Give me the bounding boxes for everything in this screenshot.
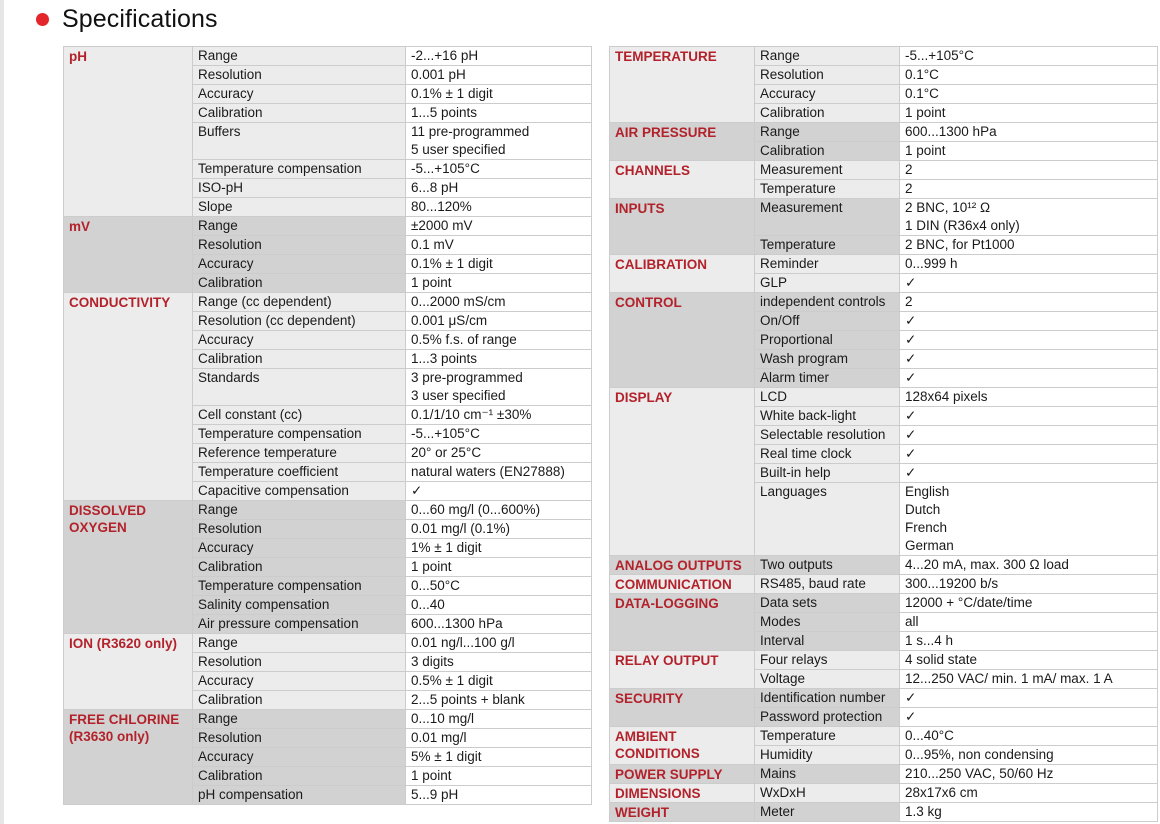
spec-value-line: 2: [905, 294, 913, 309]
spec-parameter: Voltage: [755, 670, 900, 689]
spec-parameter: Cell constant (cc): [193, 406, 406, 425]
spec-value: [406, 596, 592, 615]
spec-parameter: RS485, baud rate: [755, 575, 900, 594]
spec-parameter: Range: [193, 47, 406, 66]
spec-parameter: Temperature: [755, 236, 900, 255]
spec-category-dissolved-oxygen: DISSOLVED OXYGEN: [64, 501, 193, 634]
spec-category-security: SECURITY: [610, 689, 755, 727]
spec-parameter: Password protection: [755, 708, 900, 727]
spec-category-control: CONTROL: [610, 293, 755, 388]
spec-value-line: 0.1°C: [905, 67, 939, 82]
spec-value: [406, 425, 592, 444]
spec-value: [406, 520, 592, 539]
spec-row: [610, 388, 1158, 407]
spec-value-line: ✓: [905, 313, 917, 328]
spec-parameter: Resolution: [193, 729, 406, 748]
spec-value-line: 5% ± 1 digit: [411, 749, 482, 764]
section-header: [36, 4, 218, 34]
spec-category-free-chlorine-r3630-only: FREE CHLORINE (R3630 only): [64, 710, 193, 805]
spec-value: [900, 613, 1158, 632]
spec-parameter: Measurement: [755, 199, 900, 236]
spec-value-line: 12000 + °C/date/time: [905, 595, 1033, 610]
spec-value-line: 0.01 mg/l (0.1%): [411, 521, 511, 536]
spec-value: [406, 312, 592, 331]
spec-value-line: ✓: [905, 427, 917, 442]
spec-value: [900, 746, 1158, 765]
spec-category-air-pressure: AIR PRESSURE: [610, 123, 755, 161]
spec-parameter: Accuracy: [193, 255, 406, 274]
spec-parameter: Reminder: [755, 255, 900, 274]
spec-value-line: 1...5 points: [411, 105, 478, 120]
spec-value-line: -5...+105°C: [905, 48, 974, 63]
spec-parameter: Calibration: [755, 104, 900, 123]
spec-parameter: independent controls: [755, 293, 900, 312]
spec-value-line: natural waters (EN27888): [411, 464, 565, 479]
spec-value: [900, 651, 1158, 670]
spec-value-line: 3 pre-programmed: [411, 370, 523, 385]
spec-value: [900, 180, 1158, 199]
spec-value: [406, 198, 592, 217]
spec-value: [900, 594, 1158, 613]
spec-value-line: 0...40°C: [905, 728, 954, 743]
spec-value-line: 1 point: [905, 105, 946, 120]
spec-value-line: all: [905, 614, 919, 629]
spec-parameter: Calibration: [193, 104, 406, 123]
spec-value: [406, 179, 592, 198]
spec-value-line: 0...40: [411, 597, 445, 612]
spec-value-line: -5...+105°C: [411, 426, 480, 441]
spec-row: [610, 784, 1158, 803]
spec-parameter: Range: [755, 47, 900, 66]
spec-value: [900, 331, 1158, 350]
spec-value: [900, 784, 1158, 803]
spec-value: [900, 765, 1158, 784]
spec-category-power-supply: POWER SUPPLY: [610, 765, 755, 784]
spec-value: [406, 217, 592, 236]
spec-value: [406, 444, 592, 463]
spec-parameter: Resolution: [193, 520, 406, 539]
spec-row: [610, 651, 1158, 670]
page-left-border: [0, 0, 4, 824]
spec-value: [900, 47, 1158, 66]
spec-value-line: ✓: [905, 465, 917, 480]
spec-value-line: 2 BNC, 10¹² Ω: [905, 200, 991, 215]
spec-parameter: Accuracy: [193, 672, 406, 691]
spec-value: [900, 803, 1158, 822]
spec-value: [406, 66, 592, 85]
spec-category-weight: WEIGHT: [610, 803, 755, 822]
spec-parameter: Range: [755, 123, 900, 142]
spec-parameter: Built-in help: [755, 464, 900, 483]
spec-value-line: ✓: [905, 370, 917, 385]
spec-parameter: ISO-pH: [193, 179, 406, 198]
spec-value-line: ✓: [905, 709, 917, 724]
spec-value-line: ✓: [905, 275, 917, 290]
spec-value: [900, 350, 1158, 369]
spec-value-line: 1.3 kg: [905, 804, 942, 819]
spec-value-line: 12...250 VAC/ min. 1 mA/ max. 1 A: [905, 671, 1113, 686]
spec-parameter: Range (cc dependent): [193, 293, 406, 312]
spec-value: [406, 729, 592, 748]
spec-value-line: 600...1300 hPa: [411, 616, 503, 631]
spec-category-calibration: CALIBRATION: [610, 255, 755, 293]
spec-parameter: Real time clock: [755, 445, 900, 464]
spec-value-line: -2...+16 pH: [411, 48, 479, 63]
spec-row: [610, 199, 1158, 236]
spec-parameter: Languages: [755, 483, 900, 556]
spec-category-channels: CHANNELS: [610, 161, 755, 199]
spec-value: [406, 501, 592, 520]
spec-parameter: Resolution: [193, 66, 406, 85]
spec-value-line: 600...1300 hPa: [905, 124, 997, 139]
spec-parameter: Accuracy: [193, 85, 406, 104]
spec-value: [406, 653, 592, 672]
spec-value: [900, 407, 1158, 426]
spec-category-ion-r3620-only: ION (R3620 only): [64, 634, 193, 710]
spec-parameter: Temperature coefficient: [193, 463, 406, 482]
spec-value-line: 0...999 h: [905, 256, 958, 271]
spec-value-line: 0.01 mg/l: [411, 730, 467, 745]
spec-row: [610, 689, 1158, 708]
spec-value-line: 1...3 points: [411, 351, 478, 366]
spec-value-line: English: [905, 484, 950, 499]
spec-value: [406, 369, 592, 406]
spec-row: [610, 803, 1158, 822]
spec-value-line: 0.1/1/10 cm⁻¹ ±30%: [411, 407, 532, 422]
spec-parameter: Temperature compensation: [193, 577, 406, 596]
spec-value: [406, 236, 592, 255]
spec-category-ph: pH: [64, 47, 193, 217]
spec-category-temperature: TEMPERATURE: [610, 47, 755, 123]
spec-parameter: Resolution: [193, 236, 406, 255]
spec-value-line: 210...250 VAC, 50/60 Hz: [905, 766, 1054, 781]
spec-parameter: Modes: [755, 613, 900, 632]
spec-value: [406, 482, 592, 501]
spec-parameter: WxDxH: [755, 784, 900, 803]
spec-parameter: Temperature compensation: [193, 425, 406, 444]
spec-value: [406, 748, 592, 767]
spec-value: [406, 350, 592, 369]
spec-parameter: Temperature: [755, 727, 900, 746]
spec-value-line: 1% ± 1 digit: [411, 540, 482, 555]
spec-parameter: Accuracy: [193, 331, 406, 350]
spec-value: [900, 689, 1158, 708]
spec-row: [64, 710, 592, 729]
spec-category-relay-output: RELAY OUTPUT: [610, 651, 755, 689]
spec-value-line: ✓: [905, 446, 917, 461]
spec-value-line: French: [905, 520, 948, 535]
spec-value-line: 300...19200 b/s: [905, 576, 999, 591]
spec-value: [900, 274, 1158, 293]
spec-parameter: Salinity compensation: [193, 596, 406, 615]
spec-parameter: GLP: [755, 274, 900, 293]
spec-value: [900, 575, 1158, 594]
spec-value: [900, 556, 1158, 575]
spec-value: [406, 558, 592, 577]
spec-parameter: Wash program: [755, 350, 900, 369]
spec-value-line: -5...+105°C: [411, 161, 480, 176]
spec-parameter: Four relays: [755, 651, 900, 670]
spec-value: [900, 142, 1158, 161]
spec-value-line: ±2000 mV: [411, 218, 473, 233]
spec-value: [406, 672, 592, 691]
spec-parameter: On/Off: [755, 312, 900, 331]
spec-value: [406, 615, 592, 634]
spec-value: [406, 85, 592, 104]
spec-parameter: Temperature compensation: [193, 160, 406, 179]
spec-parameter: Resolution: [193, 653, 406, 672]
spec-row: [64, 501, 592, 520]
spec-row: [610, 594, 1158, 613]
spec-row: [610, 575, 1158, 594]
spec-value: [900, 464, 1158, 483]
spec-value: [900, 199, 1158, 236]
spec-parameter: Reference temperature: [193, 444, 406, 463]
spec-value-line: 4 solid state: [905, 652, 978, 667]
red-bullet-icon: [36, 13, 49, 26]
spec-category-inputs: INPUTS: [610, 199, 755, 255]
spec-row: [64, 293, 592, 312]
spec-value-line: 28x17x6 cm: [905, 785, 978, 800]
left-spec-table: [63, 46, 592, 805]
spec-parameter: Range: [193, 217, 406, 236]
spec-value: [406, 634, 592, 653]
spec-category-display: DISPLAY: [610, 388, 755, 556]
spec-value: [406, 786, 592, 805]
spec-parameter: Mains: [755, 765, 900, 784]
spec-value: [900, 426, 1158, 445]
spec-parameter: Accuracy: [193, 539, 406, 558]
spec-category-data-logging: DATA-LOGGING: [610, 594, 755, 651]
spec-row: [610, 255, 1158, 274]
spec-value-line: 0.1°C: [905, 86, 939, 101]
spec-value: [900, 104, 1158, 123]
spec-value: [406, 123, 592, 160]
spec-parameter: Temperature: [755, 180, 900, 199]
spec-value: [900, 670, 1158, 689]
spec-row: [610, 727, 1158, 746]
spec-value: [900, 293, 1158, 312]
spec-parameter: White back-light: [755, 407, 900, 426]
spec-parameter: Accuracy: [755, 85, 900, 104]
spec-value-line: 4...20 mA, max. 300 Ω load: [905, 557, 1069, 572]
spec-value-line: 128x64 pixels: [905, 389, 988, 404]
spec-value-line: 3 digits: [411, 654, 454, 669]
spec-value-line: ✓: [905, 332, 917, 347]
spec-value-line: ✓: [411, 483, 423, 498]
spec-value-line: 0.01 ng/l...100 g/l: [411, 635, 515, 650]
spec-value: [900, 727, 1158, 746]
spec-value-line: 1 point: [411, 559, 452, 574]
spec-value-line: ✓: [905, 408, 917, 423]
spec-value-line: 2...5 points + blank: [411, 692, 525, 707]
spec-value: [900, 66, 1158, 85]
spec-value-line: 1 point: [411, 275, 452, 290]
spec-row: [610, 556, 1158, 575]
spec-value-line: 0...10 mg/l: [411, 711, 475, 726]
spec-value: [900, 632, 1158, 651]
spec-value-line: 20° or 25°C: [411, 445, 482, 460]
spec-value-line: 0...60 mg/l (0...600%): [411, 502, 541, 517]
spec-category-dimensions: DIMENSIONS: [610, 784, 755, 803]
spec-value: [406, 160, 592, 179]
spec-parameter: Calibration: [193, 767, 406, 786]
spec-parameter: Two outputs: [755, 556, 900, 575]
spec-value-line: 0.5% ± 1 digit: [411, 673, 493, 688]
spec-row: [610, 123, 1158, 142]
spec-value: [900, 312, 1158, 331]
spec-value-line: 2: [905, 162, 913, 177]
spec-row: [64, 47, 592, 66]
spec-parameter: Proportional: [755, 331, 900, 350]
right-spec-table: [609, 46, 1158, 822]
spec-value: [900, 255, 1158, 274]
spec-value-line: Dutch: [905, 502, 941, 517]
spec-parameter: LCD: [755, 388, 900, 407]
spec-value-line: 6...8 pH: [411, 180, 459, 195]
spec-value-line: 1 point: [905, 143, 946, 158]
spec-parameter: Calibration: [193, 691, 406, 710]
spec-row: [610, 47, 1158, 66]
spec-parameter: Calibration: [755, 142, 900, 161]
spec-value-line: 5...9 pH: [411, 787, 459, 802]
spec-parameter: Accuracy: [193, 748, 406, 767]
spec-value-line: 2: [905, 181, 913, 196]
spec-value: [900, 85, 1158, 104]
spec-value-line: 1 point: [411, 768, 452, 783]
spec-parameter: Resolution: [755, 66, 900, 85]
spec-value: [406, 767, 592, 786]
spec-value-line: 3 user specified: [411, 388, 506, 403]
spec-row: [610, 161, 1158, 180]
spec-value-line: 11 pre-programmed: [411, 124, 530, 139]
spec-value: [406, 47, 592, 66]
spec-parameter: Air pressure compensation: [193, 615, 406, 634]
spec-row: [64, 634, 592, 653]
spec-category-ambient-conditions: AMBIENT CONDITIONS: [610, 727, 755, 765]
spec-value: [900, 445, 1158, 464]
spec-value-line: 0...50°C: [411, 578, 460, 593]
spec-parameter: Standards: [193, 369, 406, 406]
spec-value: [406, 406, 592, 425]
spec-parameter: Range: [193, 710, 406, 729]
spec-value-line: 5 user specified: [411, 142, 506, 157]
spec-value: [406, 463, 592, 482]
spec-value: [406, 331, 592, 350]
spec-value: [900, 388, 1158, 407]
spec-value-line: 0.1 mV: [411, 237, 454, 252]
spec-value: [406, 274, 592, 293]
spec-parameter: Range: [193, 634, 406, 653]
spec-value-line: 0.001 pH: [411, 67, 466, 82]
spec-value-line: 0...95%, non condensing: [905, 747, 1054, 762]
spec-value: [406, 104, 592, 123]
spec-value: [900, 369, 1158, 388]
spec-value-line: ✓: [905, 690, 917, 705]
spec-value-line: 0...2000 mS/cm: [411, 294, 506, 309]
spec-value: [406, 691, 592, 710]
spec-value: [900, 161, 1158, 180]
spec-parameter: Calibration: [193, 274, 406, 293]
spec-parameter: Interval: [755, 632, 900, 651]
spec-parameter: Meter: [755, 803, 900, 822]
spec-parameter: Range: [193, 501, 406, 520]
spec-value-line: ✓: [905, 351, 917, 366]
spec-value-line: 0.001 μS/cm: [411, 313, 488, 328]
spec-parameter: Alarm timer: [755, 369, 900, 388]
spec-row: [64, 217, 592, 236]
spec-row: [610, 293, 1158, 312]
spec-parameter: Humidity: [755, 746, 900, 765]
spec-value: [406, 539, 592, 558]
spec-value-line: 0.5% f.s. of range: [411, 332, 517, 347]
spec-parameter: Buffers: [193, 123, 406, 160]
page-title: Specifications: [62, 4, 218, 33]
spec-value: [406, 293, 592, 312]
spec-category-conductivity: CONDUCTIVITY: [64, 293, 193, 501]
spec-value-line: 80...120%: [411, 199, 472, 214]
spec-value-line: 1 s...4 h: [905, 633, 954, 648]
spec-parameter: Capacitive compensation: [193, 482, 406, 501]
spec-category-analog-outputs: ANALOG OUTPUTS: [610, 556, 755, 575]
spec-value: [900, 236, 1158, 255]
spec-row: [610, 765, 1158, 784]
spec-category-mv: mV: [64, 217, 193, 293]
spec-value-line: 0.1% ± 1 digit: [411, 256, 493, 271]
spec-parameter: pH compensation: [193, 786, 406, 805]
spec-category-communication: COMMUNICATION: [610, 575, 755, 594]
spec-value: [900, 708, 1158, 727]
spec-parameter: Calibration: [193, 350, 406, 369]
spec-parameter: Identification number: [755, 689, 900, 708]
spec-parameter: Calibration: [193, 558, 406, 577]
spec-parameter: Data sets: [755, 594, 900, 613]
spec-parameter: Resolution (cc dependent): [193, 312, 406, 331]
spec-parameter: Selectable resolution: [755, 426, 900, 445]
spec-value: [406, 710, 592, 729]
spec-value-line: 2 BNC, for Pt1000: [905, 237, 1015, 252]
spec-value: [900, 123, 1158, 142]
spec-value-line: 1 DIN (R36x4 only): [905, 218, 1020, 233]
spec-value: [900, 483, 1158, 556]
spec-parameter: Slope: [193, 198, 406, 217]
spec-value: [406, 255, 592, 274]
spec-value-line: 0.1% ± 1 digit: [411, 86, 493, 101]
spec-value-line: German: [905, 538, 954, 553]
spec-parameter: Measurement: [755, 161, 900, 180]
spec-value: [406, 577, 592, 596]
